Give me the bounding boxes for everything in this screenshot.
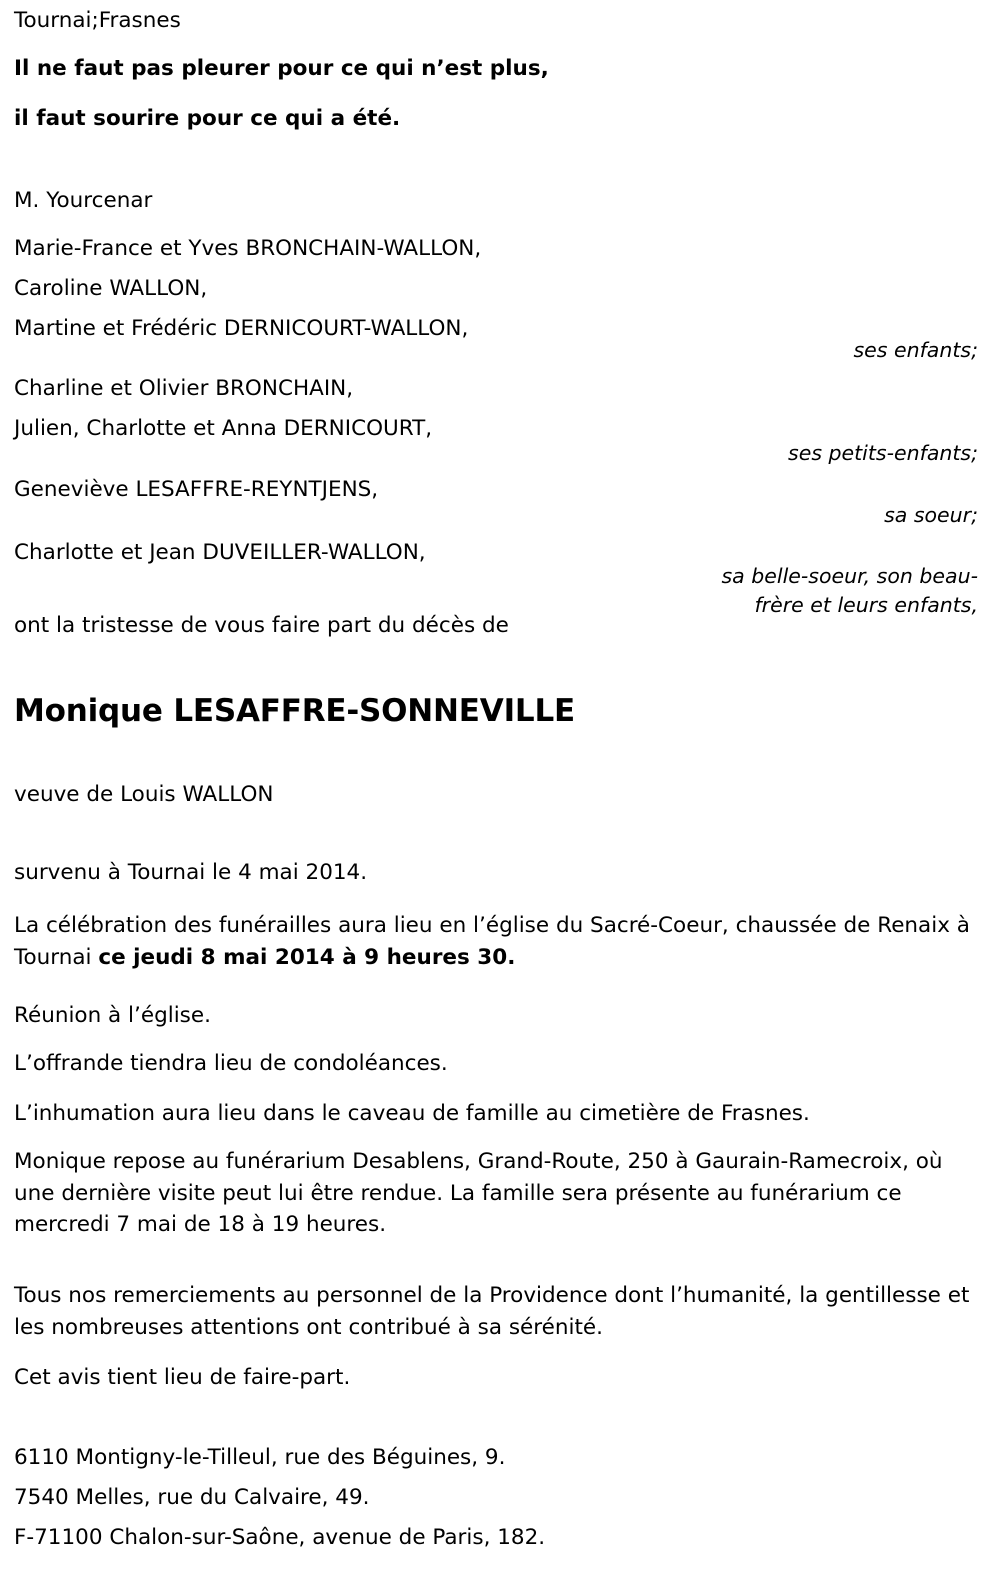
funerarium-paragraph: Monique repose au funérarium Desablens, Grand-Route, 250 à Gaurain-Ramecroix, où une dernière visite peut lui être rendue. La famille sera présente au funérarium ce mercredi 7 mai de 18 à 19 heures. (14, 1149, 943, 1238)
deceased-name: Monique LESAFFRE-SONNEVILLE (14, 693, 575, 729)
relation-label-grandchildren: ses petits-enfants; (788, 441, 978, 465)
announcement-line: ont la tristesse de vous faire part du décès de (14, 613, 509, 638)
family-name-line: Charlotte et Jean DUVEILLER-WALLON, (14, 540, 426, 565)
quote-line-2: il faut sourire pour ce qui a été. (14, 106, 401, 131)
gathering-line: Réunion à l’église. (14, 1003, 211, 1028)
relation-label-in-laws: sa belle-soeur, son beau-frère et leurs enfants, (721, 564, 978, 618)
spouse-line: veuve de Louis WALLON (14, 782, 274, 807)
locations-header: Tournai;Frasnes (14, 8, 181, 33)
quote-author: M. Yourcenar (14, 188, 153, 213)
address-line: F-71100 Chalon-sur-Saône, avenue de Paris, 182. (14, 1525, 546, 1550)
funeral-text: La célébration des funérailles aura lieu en l’église du Sacré-Coeur, chaussée de Renaix à Tournai (14, 913, 970, 970)
notice-note: Cet avis tient lieu de faire-part. (14, 1365, 351, 1390)
relation-label-sister: sa soeur; (884, 503, 978, 527)
offering-line: L’offrande tiendra lieu de condoléances. (14, 1051, 448, 1076)
address-line: 7540 Melles, rue du Calvaire, 49. (14, 1485, 370, 1510)
death-date-line: survenu à Tournai le 4 mai 2014. (14, 860, 368, 885)
thanks-paragraph: Tous nos remerciements au personnel de la Providence dont l’humanité, la gentillesse et les nombreuses attentions ont contribué à sa sérénité. (14, 1283, 970, 1340)
quote-line-1: Il ne faut pas pleurer pour ce qui n’est plus, (14, 56, 549, 81)
burial-line: L’inhumation aura lieu dans le caveau de famille au cimetière de Frasnes. (14, 1101, 810, 1126)
family-name-line: Geneviève LESAFFRE-REYNTJENS, (14, 477, 379, 502)
family-name-line: Julien, Charlotte et Anna DERNICOURT, (14, 416, 433, 441)
address-line: 6110 Montigny-le-Tilleul, rue des Béguines, 9. (14, 1445, 506, 1470)
relation-label-children: ses enfants; (853, 338, 978, 362)
family-name-line: Martine et Frédéric DERNICOURT-WALLON, (14, 316, 469, 341)
funeral-datetime: ce jeudi 8 mai 2014 à 9 heures 30. (98, 944, 516, 970)
family-name-line: Charline et Olivier BRONCHAIN, (14, 376, 354, 401)
family-name-line: Marie-France et Yves BRONCHAIN-WALLON, (14, 236, 482, 261)
funeral-paragraph (14, 910, 986, 973)
family-name-line: Caroline WALLON, (14, 276, 208, 301)
